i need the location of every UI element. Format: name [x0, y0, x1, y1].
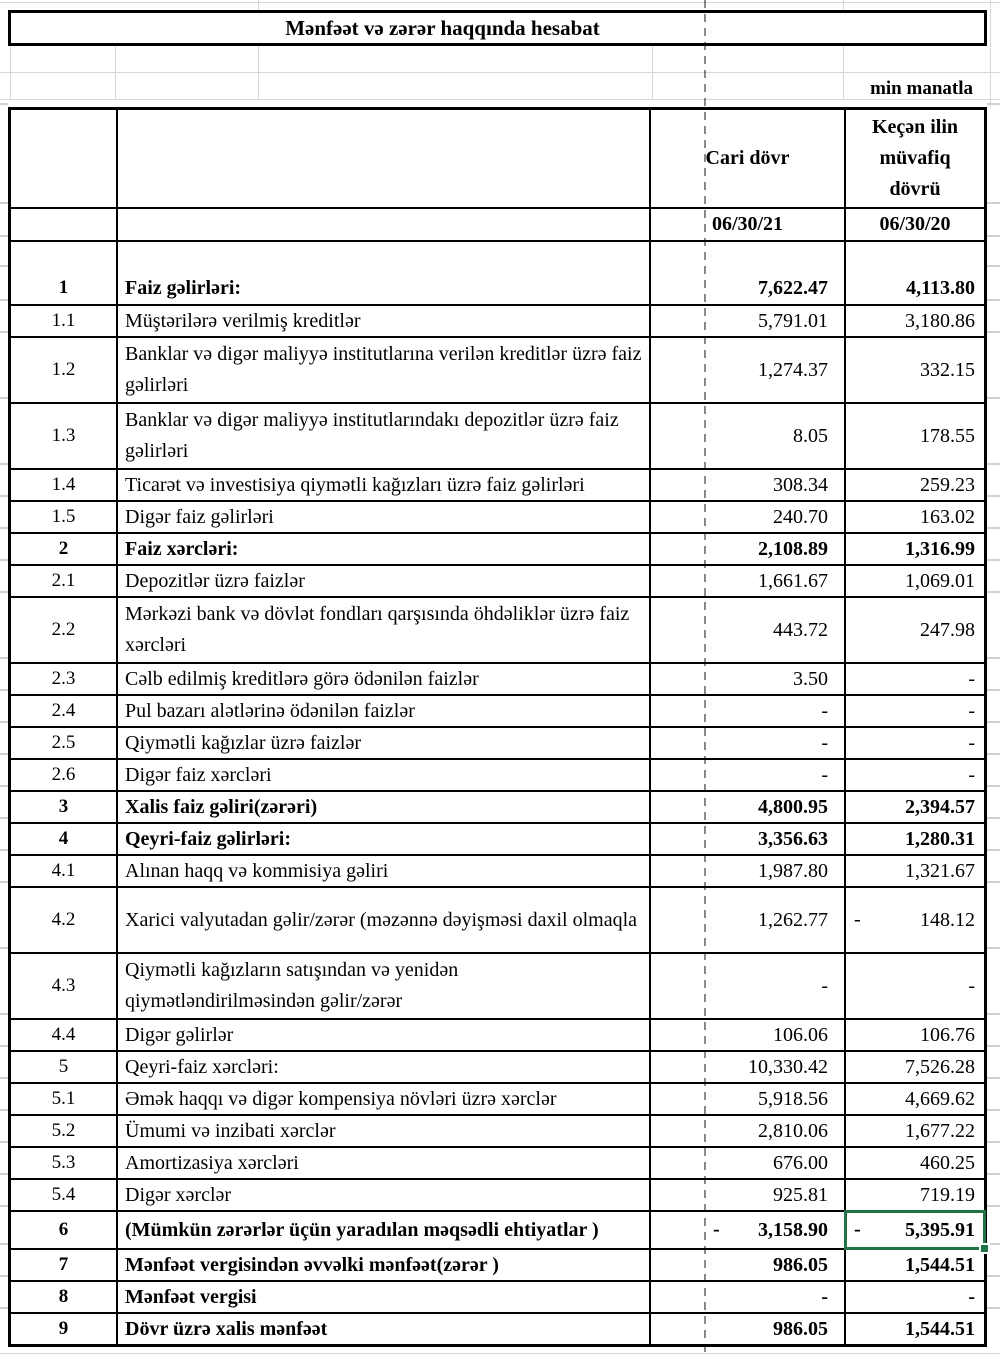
previous-value-cell[interactable] — [844, 1052, 984, 1082]
current-value-cell[interactable] — [649, 1282, 844, 1312]
row-label-cell[interactable]: Ümumi və inzibati xərclər — [116, 1116, 649, 1146]
empty-cell[interactable] — [844, 242, 984, 272]
current-date: 06/30/21 — [711, 213, 784, 235]
row-label-cell[interactable]: Ticarət və investisiya qiymətli kağızları üzrə faiz gəlirləri — [116, 470, 649, 500]
current-value-cell[interactable] — [649, 1116, 844, 1146]
row-label-cell[interactable]: Mərkəzi bank və dövlət fondları qarşısında öhdəliklər üzrə faiz xərcləri — [116, 598, 649, 662]
previous-value-cell[interactable] — [844, 1084, 984, 1114]
current-value-cell[interactable] — [649, 272, 844, 304]
table-row — [11, 1050, 984, 1082]
row-label-cell[interactable]: Pul bazarı alətlərinə ödənilən faizlər — [116, 696, 649, 726]
row-label-cell[interactable]: Dövr üzrə xalis mənfəət — [116, 1314, 649, 1344]
row-number-cell[interactable]: 2.5 — [51, 732, 76, 753]
table-row — [11, 532, 984, 564]
gridline — [0, 1353, 1000, 1354]
row-label-cell[interactable]: Mənfəət vergisi — [116, 1282, 649, 1312]
current-value-cell[interactable] — [649, 1212, 844, 1248]
previous-value-cell[interactable] — [844, 1020, 984, 1050]
current-value-cell[interactable] — [649, 888, 844, 952]
previous-value-cell[interactable] — [844, 1282, 984, 1312]
current-value-cell[interactable] — [649, 792, 844, 822]
table-row — [11, 564, 984, 596]
cell-value: 332.15 — [920, 358, 975, 381]
current-value-cell[interactable] — [649, 566, 844, 596]
previous-value-cell[interactable] — [844, 1250, 984, 1280]
current-period-label: Cari dövr — [705, 147, 790, 169]
current-value-cell[interactable] — [649, 760, 844, 790]
previous-value-cell[interactable] — [844, 566, 984, 596]
cell-value: 148.12 — [920, 908, 975, 931]
table-row — [11, 952, 984, 1018]
row-label-cell[interactable]: Banklar və digər maliyyə institutlarına verilən kreditlər üzrə faiz gəlirləri — [116, 338, 649, 402]
table-row — [11, 1082, 984, 1114]
cell-value: 240.70 — [773, 505, 828, 528]
previous-value-cell[interactable] — [844, 338, 984, 402]
table-row — [11, 726, 984, 758]
row-label-cell[interactable]: Qiymətli kağızların satışından və yenidən qiymətləndirilməsindən gəlir/zərər — [116, 954, 649, 1018]
cell-value: - — [821, 699, 828, 722]
table-row — [11, 1178, 984, 1210]
header-label-cell[interactable] — [116, 110, 649, 207]
current-value-cell[interactable] — [649, 664, 844, 694]
row-label-cell[interactable]: Faiz xərcləri: — [116, 534, 649, 564]
row-number-cell[interactable]: 4 — [58, 828, 69, 849]
previous-value-cell[interactable] — [844, 598, 984, 662]
cell-value: 5,918.56 — [758, 1087, 828, 1110]
row-label-cell[interactable]: Alınan haqq və kommisiya gəliri — [116, 856, 649, 886]
row-number-cell[interactable]: 4.1 — [51, 860, 76, 881]
cell-value: - — [821, 763, 828, 786]
previous-value-cell[interactable] — [844, 272, 984, 304]
cell-value: 676.00 — [773, 1151, 828, 1174]
empty-row — [11, 240, 984, 272]
table-row — [11, 500, 984, 532]
previous-value-cell[interactable] — [844, 502, 984, 532]
table-row — [11, 1280, 984, 1312]
previous-value-cell[interactable] — [844, 888, 984, 952]
cell-value: - — [968, 699, 975, 722]
cell-value: 106.06 — [773, 1023, 828, 1046]
cell-value: 1,280.31 — [905, 827, 975, 850]
pnl-table — [8, 107, 987, 1347]
row-number-cell[interactable]: 7 — [58, 1254, 69, 1275]
row-number-cell[interactable]: 2.2 — [51, 619, 76, 640]
previous-value-cell[interactable] — [844, 1148, 984, 1178]
previous-value-cell[interactable] — [844, 404, 984, 468]
table-row — [11, 1248, 984, 1280]
cell-value: 1,987.80 — [758, 859, 828, 882]
cell-value: 1,262.77 — [758, 908, 828, 931]
cell-value: 10,330.42 — [748, 1055, 828, 1078]
table-row — [11, 596, 984, 662]
table-row — [11, 304, 984, 336]
header-previous-period-cell[interactable] — [844, 110, 984, 207]
row-number-cell[interactable]: 3 — [58, 796, 69, 817]
current-value-cell[interactable] — [649, 1180, 844, 1210]
row-label-cell[interactable]: Qiymətli kağızlar üzrə faizlər — [116, 728, 649, 758]
row-label-cell[interactable]: Xalis faiz gəliri(zərəri) — [116, 792, 649, 822]
table-rows — [11, 272, 984, 1344]
row-label-cell[interactable]: Banklar və digər maliyyə institutlarındakı depozitlər üzrə faiz gəlirləri — [116, 404, 649, 468]
previous-value-cell[interactable] — [844, 1116, 984, 1146]
cell-value: 2,394.57 — [905, 795, 975, 818]
cell-value: 986.05 — [773, 1253, 828, 1276]
row-number-cell[interactable]: 2.6 — [51, 764, 76, 785]
previous-value-cell[interactable] — [844, 856, 984, 886]
cell-value: 4,800.95 — [758, 795, 828, 818]
cell-value: 1,316.99 — [905, 537, 975, 560]
cell-value: 719.19 — [920, 1183, 975, 1206]
report-title-cell[interactable] — [8, 10, 987, 46]
previous-date-cell[interactable] — [844, 209, 984, 240]
previous-value-cell[interactable] — [844, 760, 984, 790]
current-value-cell[interactable] — [649, 1148, 844, 1178]
previous-value-cell[interactable] — [844, 824, 984, 854]
table-row — [11, 1312, 984, 1344]
cell-value: - — [821, 974, 828, 997]
row-number-cell[interactable]: 1.1 — [51, 310, 76, 331]
row-label-cell[interactable]: Amortizasiya xərcləri — [116, 1148, 649, 1178]
current-value-cell[interactable] — [649, 534, 844, 564]
row-number-cell[interactable]: 1.4 — [51, 474, 76, 495]
table-row — [11, 790, 984, 822]
gridline — [0, 72, 1000, 73]
cell-value: 2,810.06 — [758, 1119, 828, 1142]
cell-value: 5,395.91 — [905, 1218, 975, 1241]
row-label-cell[interactable]: Digər gəlirlər — [116, 1020, 649, 1050]
cell-value: 3.50 — [793, 667, 828, 690]
previous-value-cell[interactable] — [844, 954, 984, 1018]
row-label-cell[interactable]: Depozitlər üzrə faizlər — [116, 566, 649, 596]
cell-value: 7,526.28 — [905, 1055, 975, 1078]
cell-value: - — [821, 1285, 828, 1308]
empty-cell[interactable] — [11, 242, 116, 272]
table-row — [11, 336, 984, 402]
previous-value-cell[interactable] — [844, 696, 984, 726]
row-number-cell[interactable]: 6 — [58, 1219, 69, 1240]
cell-value: 443.72 — [773, 618, 828, 641]
previous-value-cell[interactable] — [844, 664, 984, 694]
row-label-cell[interactable]: Xarici valyutadan gəlir/zərər (məzənnə dəyişməsi daxil olmaqla — [116, 888, 649, 952]
table-row — [11, 822, 984, 854]
current-value-cell[interactable] — [649, 502, 844, 532]
cell-value: 247.98 — [920, 618, 975, 641]
table-row — [11, 694, 984, 726]
previous-date: 06/30/20 — [879, 213, 951, 235]
cell-value: 308.34 — [773, 473, 828, 496]
row-number-cell[interactable]: 1 — [58, 277, 69, 298]
row-number-cell[interactable]: 4.2 — [51, 909, 76, 930]
table-row — [11, 468, 984, 500]
current-value-cell[interactable] — [649, 1020, 844, 1050]
row-number-cell[interactable]: 2.3 — [51, 668, 76, 689]
empty-cell[interactable] — [116, 242, 649, 272]
cell-value: 1,274.37 — [758, 358, 828, 381]
cell-value: - — [968, 763, 975, 786]
negative-sign: - — [713, 1218, 720, 1241]
current-value-cell[interactable] — [649, 728, 844, 758]
cell-value: 925.81 — [773, 1183, 828, 1206]
previous-value-cell[interactable] — [844, 792, 984, 822]
row-number-cell[interactable]: 4.4 — [51, 1024, 76, 1045]
row-number-cell[interactable]: 8 — [58, 1286, 69, 1307]
current-value-cell[interactable] — [649, 824, 844, 854]
previous-value-cell[interactable] — [844, 1314, 984, 1344]
row-number-cell[interactable]: 9 — [58, 1318, 69, 1339]
current-value-cell[interactable] — [649, 1250, 844, 1280]
cell-value: 7,622.47 — [758, 276, 828, 299]
cell-value: 3,356.63 — [758, 827, 828, 850]
row-label-cell[interactable]: Qeyri-faiz gəlirləri: — [116, 824, 649, 854]
row-number-cell[interactable]: 5.2 — [51, 1120, 76, 1141]
row-number-cell[interactable]: 5 — [58, 1056, 69, 1077]
cell-value: 163.02 — [920, 505, 975, 528]
cell-value: 106.76 — [920, 1023, 975, 1046]
table-row — [11, 662, 984, 694]
row-label-cell[interactable]: Digər faiz xərcləri — [116, 760, 649, 790]
current-value-cell[interactable] — [649, 856, 844, 886]
unit-note: min manatla — [870, 78, 973, 99]
negative-sign: - — [854, 1218, 861, 1241]
table-date-row — [11, 207, 984, 240]
report-title: Mənfəət və zərər haqqında hesabat — [285, 15, 600, 40]
gridline — [115, 45, 116, 99]
table-row — [11, 758, 984, 790]
cell-value: 5,791.01 — [758, 309, 828, 332]
table-row — [11, 854, 984, 886]
cell-value: 1,544.51 — [905, 1253, 975, 1276]
cell-value: - — [968, 1285, 975, 1308]
table-row — [11, 272, 984, 304]
cell-value: 1,544.51 — [905, 1317, 975, 1340]
row-number-cell[interactable]: 5.1 — [51, 1088, 76, 1109]
row-number-cell[interactable]: 2 — [58, 538, 69, 559]
empty-cell[interactable] — [649, 242, 844, 272]
row-number-cell[interactable]: 1.2 — [51, 359, 76, 380]
cell-value: 259.23 — [920, 473, 975, 496]
cell-value: 3,158.90 — [758, 1218, 828, 1241]
date-number-cell[interactable] — [11, 209, 116, 240]
previous-value-cell[interactable] — [844, 728, 984, 758]
header-number-cell[interactable] — [11, 110, 116, 207]
current-value-cell[interactable] — [649, 306, 844, 336]
fill-handle[interactable] — [979, 1243, 990, 1254]
previous-value-cell[interactable] — [844, 306, 984, 336]
cell-value: 1,069.01 — [905, 569, 975, 592]
row-number-cell[interactable]: 5.4 — [51, 1184, 76, 1205]
cell-value: 4,669.62 — [905, 1087, 975, 1110]
gridline — [0, 2, 1000, 3]
previous-value-cell[interactable] — [844, 1180, 984, 1210]
previous-period-label: Keçən ilin müvafiq dövrü — [871, 116, 959, 200]
cell-value: 986.05 — [773, 1317, 828, 1340]
previous-value-cell[interactable] — [844, 534, 984, 564]
row-label-cell[interactable]: (Mümkün zərərlər üçün yaradılan məqsədli ehtiyatlar ) — [116, 1212, 649, 1248]
current-value-cell[interactable] — [649, 598, 844, 662]
gridline — [652, 45, 653, 99]
cell-value: 8.05 — [793, 424, 828, 447]
row-number-cell[interactable]: 2.4 — [51, 700, 76, 721]
cell-value: 3,180.86 — [905, 309, 975, 332]
gridline — [990, 0, 991, 107]
table-row — [11, 1210, 984, 1248]
row-label-cell[interactable]: Cəlb edilmiş kreditlərə görə ödənilən faizlər — [116, 664, 649, 694]
row-label-cell[interactable]: Faiz gəlirləri: — [116, 272, 649, 304]
current-value-cell[interactable] — [649, 1314, 844, 1344]
cell-value: 2,108.89 — [758, 537, 828, 560]
current-date-cell[interactable] — [649, 209, 844, 240]
cell-value: - — [821, 731, 828, 754]
current-value-cell[interactable] — [649, 470, 844, 500]
table-row — [11, 1114, 984, 1146]
row-label-cell[interactable]: Digər xərclər — [116, 1180, 649, 1210]
row-label-cell[interactable]: Digər faiz gəlirləri — [116, 502, 649, 532]
table-row — [11, 1018, 984, 1050]
cell-value: - — [968, 974, 975, 997]
cell-value: 4,113.80 — [906, 276, 975, 299]
row-number-cell[interactable]: 5.3 — [51, 1152, 76, 1173]
date-label-cell[interactable] — [116, 209, 649, 240]
table-row — [11, 402, 984, 468]
gridline — [10, 45, 11, 99]
cell-value: 1,661.67 — [758, 569, 828, 592]
row-number-cell[interactable]: 1.3 — [51, 425, 76, 446]
row-number-cell[interactable]: 1.5 — [51, 506, 76, 527]
current-value-cell[interactable] — [649, 696, 844, 726]
negative-sign: - — [854, 908, 861, 931]
row-label-cell[interactable]: Müştərilərə verilmiş kreditlər — [116, 306, 649, 336]
previous-value-cell[interactable] — [844, 470, 984, 500]
current-value-cell[interactable] — [649, 954, 844, 1018]
table-row — [11, 886, 984, 952]
cell-value: - — [968, 731, 975, 754]
row-label-cell[interactable]: Mənfəət vergisindən əvvəlki mənfəət(zərər ) — [116, 1250, 649, 1280]
cell-value: 1,677.22 — [905, 1119, 975, 1142]
current-value-cell[interactable] — [649, 404, 844, 468]
current-value-cell[interactable] — [649, 1084, 844, 1114]
row-number-cell[interactable]: 2.1 — [51, 570, 76, 591]
table-header-row — [11, 110, 984, 207]
table-row — [11, 1146, 984, 1178]
current-value-cell[interactable] — [649, 338, 844, 402]
row-label-cell[interactable]: Qeyri-faiz xərcləri: — [116, 1052, 649, 1082]
cell-value: 178.55 — [920, 424, 975, 447]
cell-value: - — [968, 667, 975, 690]
current-value-cell[interactable] — [649, 1052, 844, 1082]
cell-value: 460.25 — [920, 1151, 975, 1174]
row-number-cell[interactable]: 4.3 — [51, 975, 76, 996]
previous-value-cell[interactable] — [844, 1212, 984, 1248]
header-current-period-cell[interactable] — [649, 110, 844, 207]
cell-value: 1,321.67 — [905, 859, 975, 882]
row-label-cell[interactable]: Əmək haqqı və digər kompensiya növləri üzrə xərclər — [116, 1084, 649, 1114]
